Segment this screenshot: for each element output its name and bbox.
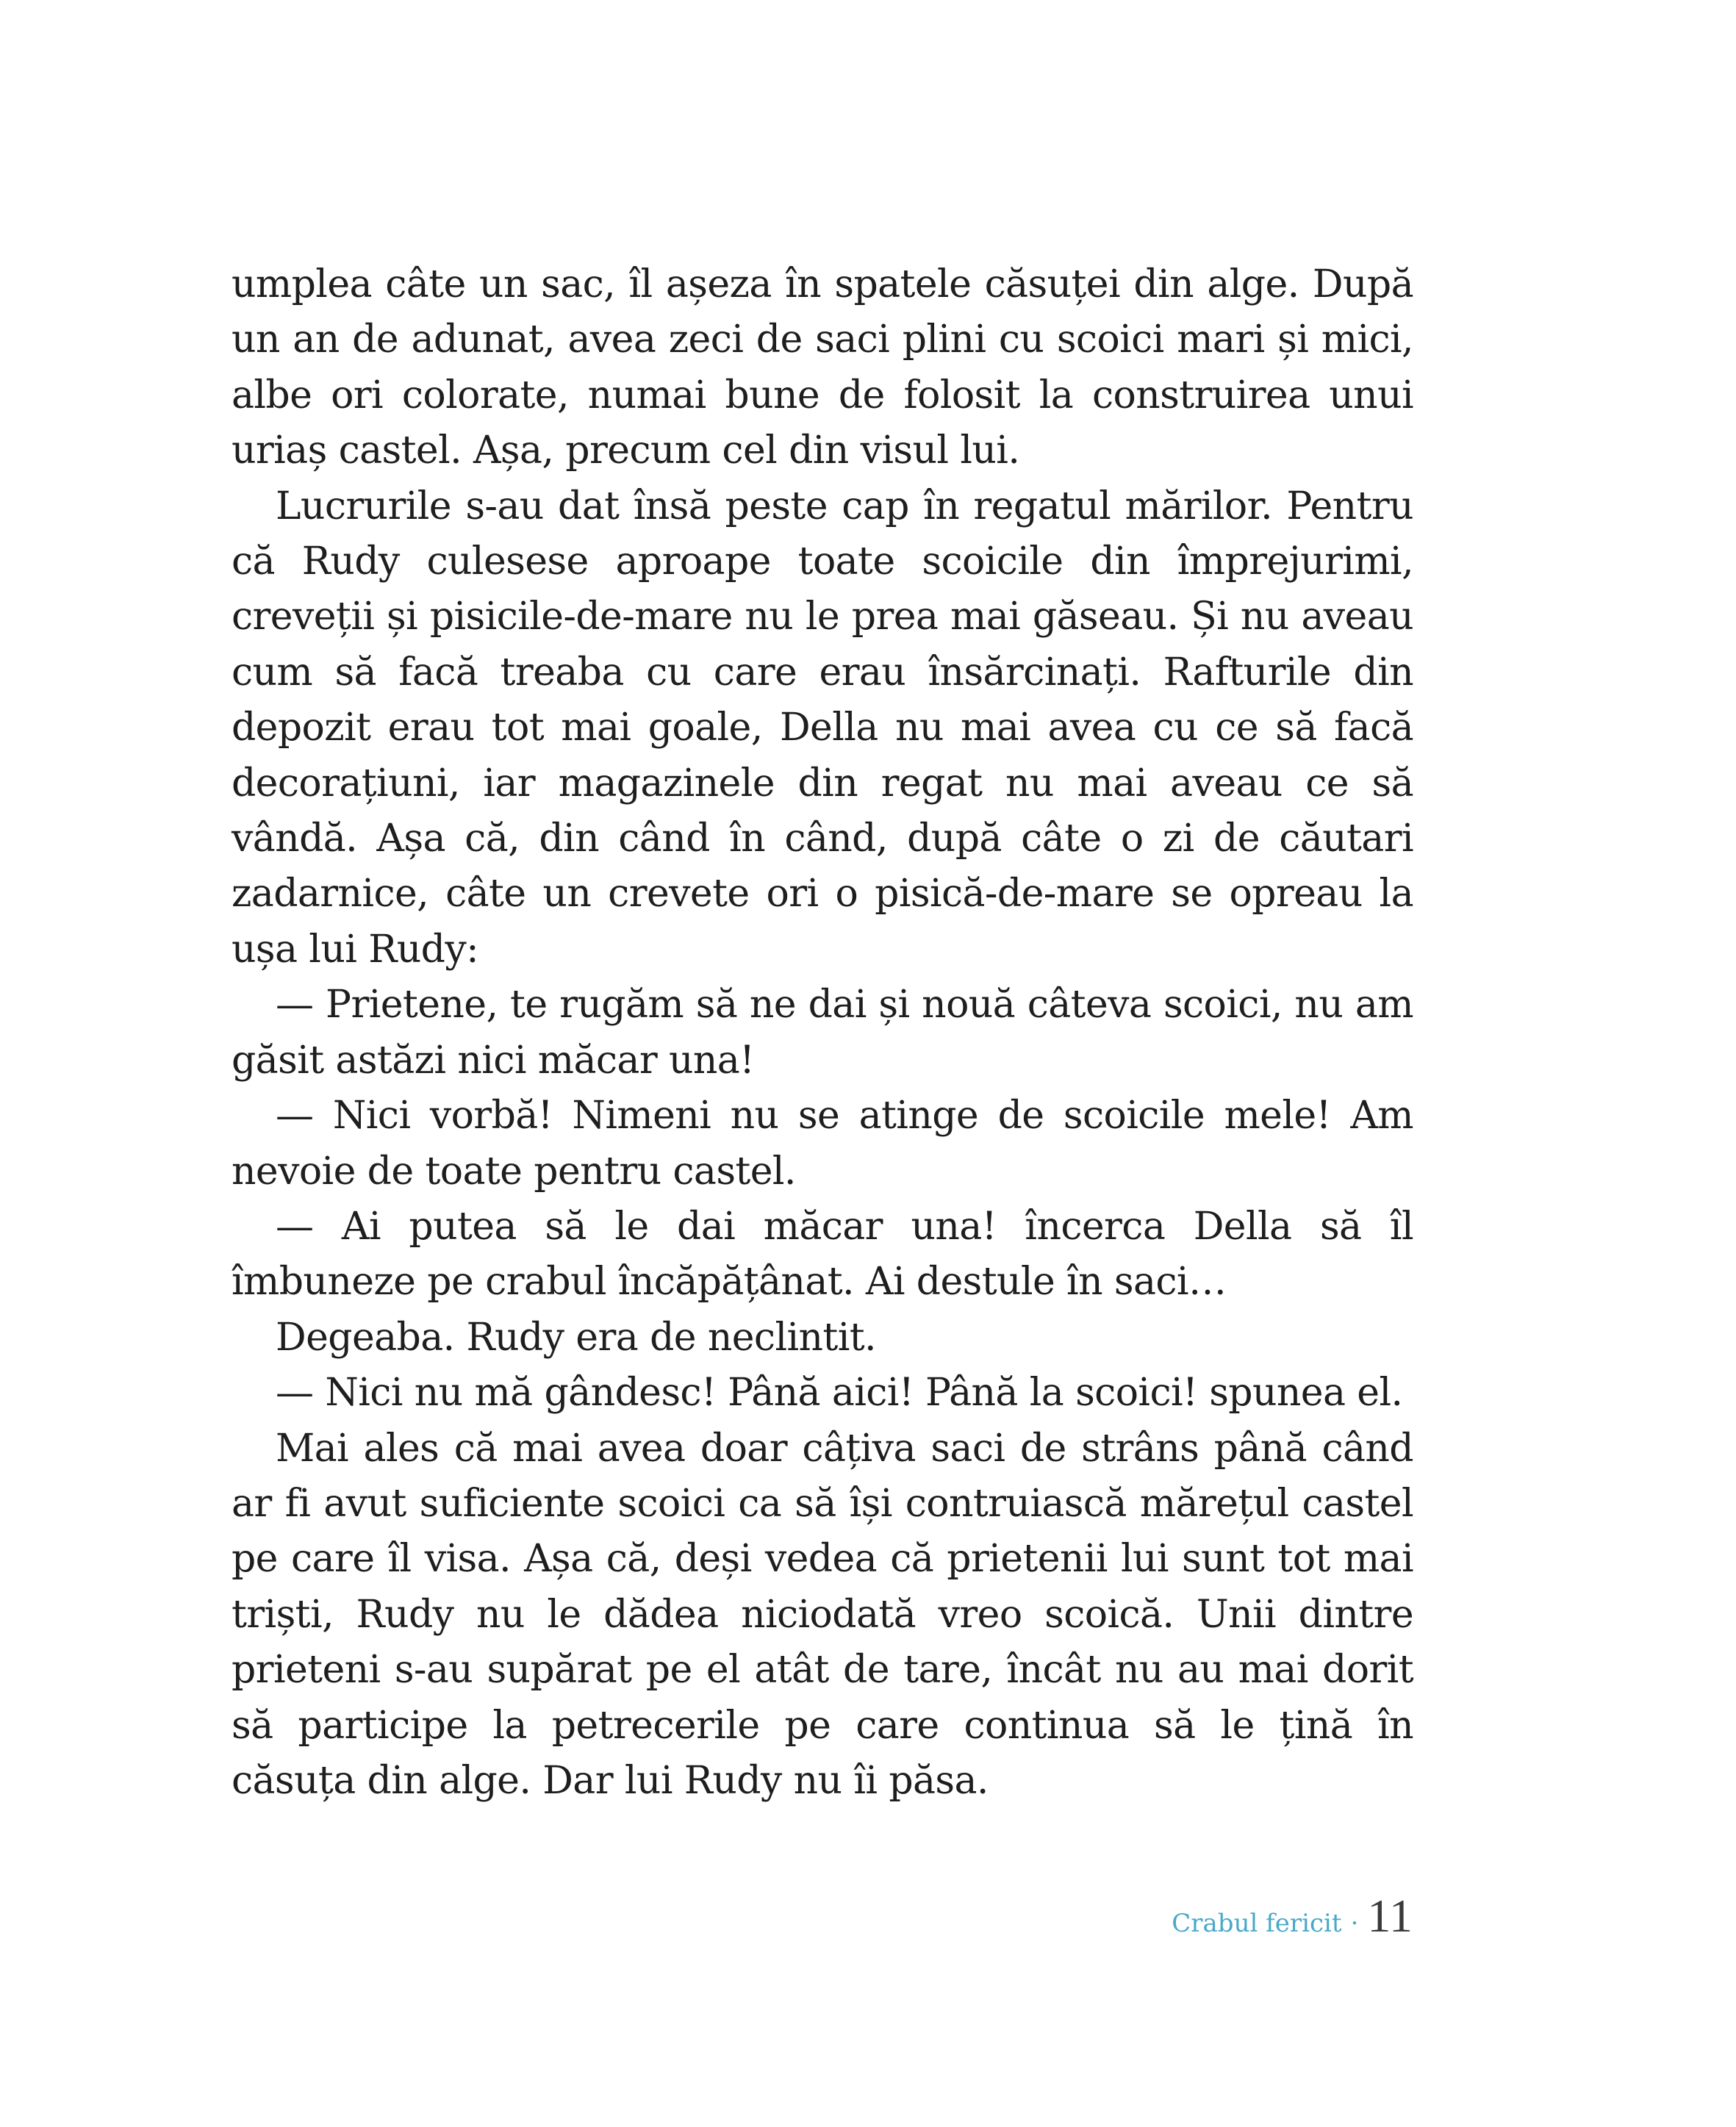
body-text: [232, 257, 1413, 1809]
page-number: 11: [1367, 1890, 1413, 1942]
paragraph-4: Mai ales că mai avea doar câțiva saci de strâns până când ar fi avut suficiente scoici ca să își contruiască mărețul castel pe care îl visa. Așa că, deși vedea că prietenii lui sunt tot mai triști, Rudy nu le dădea niciodată vreo scoică. Unii dintre prieteni s-au supărat pe el atât de tare, încât nu au mai dorit să participe la petrecerile pe care continua să le țină în căsuța din alge. Dar lui Rudy nu îi păsa.: [232, 1426, 1413, 1803]
paragraph-2: Lucrurile s-au dat însă peste cap în regatul mărilor. Pentru că Rudy culesese aproape toate scoicile din împrejurimi, creveții și pisicile-de-mare nu le prea mai găseau. Și nu aveau cum să facă treaba cu care erau însărcinați. Rafturile din depozit erau tot mai goale, Della nu mai avea cu ce să facă decorațiuni, iar magazinele din regat nu mai aveau ce să vândă. Așa că, din când în când, după câte o zi de căutari zadarnice, câte un crevete ori o pisică-de-mare se opreau la ușa lui Rudy:: [232, 484, 1413, 972]
running-title: Crabul fericit: [1172, 1909, 1342, 1938]
paragraph-1: umplea câte un sac, îl așeza în spatele căsuței din alge. După un an de adunat, avea zeci de saci plini cu scoici mari și mici, albe ori colorate, numai bune de folosit la construirea unui uriaș castel. Așa, precum cel din visul lui.: [232, 262, 1413, 473]
page-footer: [1172, 1889, 1413, 1948]
dialogue-1: — Prietene, te rugăm să ne dai și nouă câteva scoici, nu am găsit astăzi nici măcar una!: [232, 983, 1413, 1083]
dialogue-2: — Nici vorbă! Nimeni nu se atinge de scoicile mele! Am nevoie de toate pentru castel.: [232, 1094, 1413, 1194]
dialogue-4: — Nici nu mă gândesc! Până aici! Până la scoici! spunea el.: [276, 1371, 1403, 1416]
footer-separator: ·: [1350, 1909, 1359, 1938]
paragraph-3: Degeaba. Rudy era de neclintit.: [276, 1315, 876, 1360]
dialogue-3: — Ai putea să le dai măcar una! încerca Della să îl îmbuneze pe crabul încăpățânat. Ai destule în saci…: [232, 1204, 1413, 1305]
